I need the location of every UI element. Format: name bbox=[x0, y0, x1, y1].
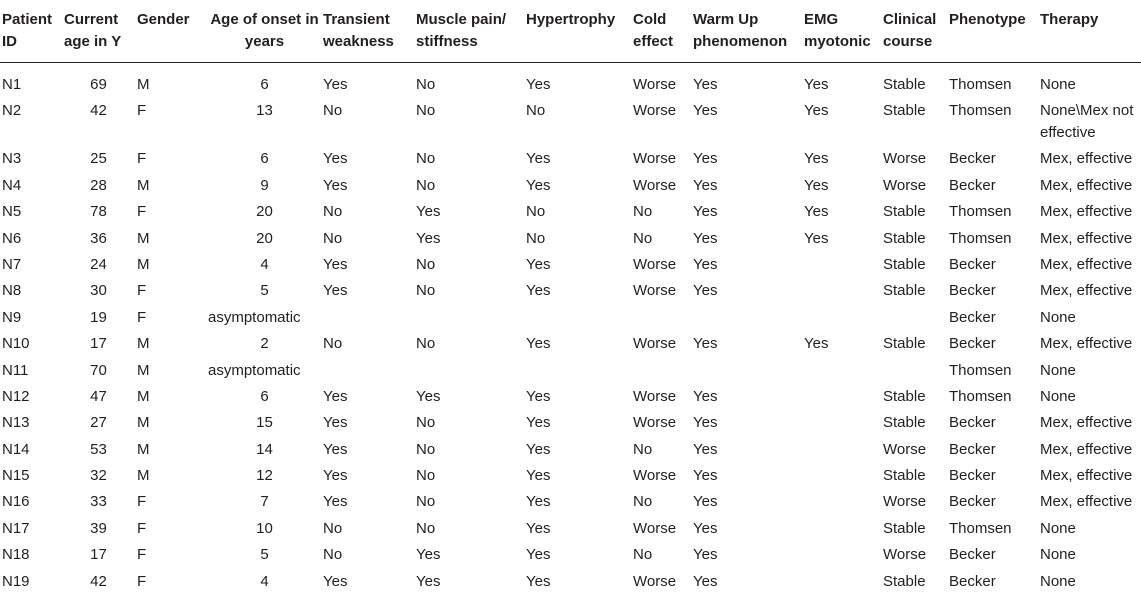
cell-emg-myotonic: Yes bbox=[804, 331, 883, 357]
cell-hypertrophy: Yes bbox=[526, 384, 633, 410]
cell-gender: M bbox=[137, 463, 206, 489]
cell-hypertrophy bbox=[526, 305, 633, 331]
cell-phenotype: Thomsen bbox=[949, 516, 1040, 542]
cell-therapy: Mex, effective bbox=[1040, 199, 1141, 225]
cell-patient-id: N9 bbox=[0, 305, 60, 331]
header-patient-id: Patient ID bbox=[0, 0, 60, 63]
table-row bbox=[0, 516, 1141, 542]
cell-age-of-onset: 5 bbox=[206, 542, 323, 568]
cell-transient-weakness: No bbox=[323, 199, 416, 225]
cell-cold-effect bbox=[633, 358, 693, 384]
cell-warm-up: Yes bbox=[693, 463, 804, 489]
cell-therapy: Mex, effective bbox=[1040, 252, 1141, 278]
cell-muscle-pain: No bbox=[416, 98, 526, 146]
cell-age-of-onset: 5 bbox=[206, 278, 323, 304]
cell-phenotype: Becker bbox=[949, 305, 1040, 331]
cell-therapy: None bbox=[1040, 63, 1141, 99]
cell-hypertrophy: Yes bbox=[526, 410, 633, 436]
cell-patient-id: N13 bbox=[0, 410, 60, 436]
cell-gender: F bbox=[137, 278, 206, 304]
table-row bbox=[0, 173, 1141, 199]
cell-age-of-onset: 20 bbox=[206, 226, 323, 252]
header-gender: Gender bbox=[137, 0, 206, 63]
cell-cold-effect: Worse bbox=[633, 173, 693, 199]
cell-muscle-pain: Yes bbox=[416, 569, 526, 595]
header-clinical-course: Clinical course bbox=[883, 0, 949, 63]
header-emg-myotonic: EMG myotonic bbox=[804, 0, 883, 63]
cell-hypertrophy: Yes bbox=[526, 542, 633, 568]
cell-age-of-onset: 20 bbox=[206, 199, 323, 225]
cell-clinical-course: Stable bbox=[883, 199, 949, 225]
cell-emg-myotonic bbox=[804, 489, 883, 515]
cell-phenotype: Becker bbox=[949, 542, 1040, 568]
cell-hypertrophy: Yes bbox=[526, 146, 633, 172]
cell-age-of-onset: 6 bbox=[206, 146, 323, 172]
table-row bbox=[0, 331, 1141, 357]
cell-hypertrophy: Yes bbox=[526, 437, 633, 463]
cell-emg-myotonic: Yes bbox=[804, 63, 883, 99]
cell-warm-up: Yes bbox=[693, 98, 804, 146]
cell-clinical-course: Worse bbox=[883, 437, 949, 463]
cell-therapy: Mex, effective bbox=[1040, 463, 1141, 489]
table-row bbox=[0, 384, 1141, 410]
cell-patient-id: N2 bbox=[0, 98, 60, 146]
cell-muscle-pain: No bbox=[416, 463, 526, 489]
cell-phenotype: Becker bbox=[949, 463, 1040, 489]
cell-muscle-pain: Yes bbox=[416, 384, 526, 410]
cell-warm-up: Yes bbox=[693, 331, 804, 357]
cell-clinical-course: Stable bbox=[883, 331, 949, 357]
cell-cold-effect: No bbox=[633, 199, 693, 225]
cell-emg-myotonic: Yes bbox=[804, 199, 883, 225]
header-cold-effect: Cold effect bbox=[633, 0, 693, 63]
cell-warm-up: Yes bbox=[693, 542, 804, 568]
cell-patient-id: N17 bbox=[0, 516, 60, 542]
cell-cold-effect: Worse bbox=[633, 252, 693, 278]
cell-hypertrophy bbox=[526, 358, 633, 384]
cell-cold-effect: No bbox=[633, 542, 693, 568]
cell-therapy: None bbox=[1040, 516, 1141, 542]
cell-transient-weakness: Yes bbox=[323, 278, 416, 304]
cell-warm-up: Yes bbox=[693, 489, 804, 515]
cell-current-age: 17 bbox=[60, 542, 137, 568]
table-row bbox=[0, 569, 1141, 595]
cell-gender: M bbox=[137, 226, 206, 252]
cell-gender: F bbox=[137, 569, 206, 595]
cell-emg-myotonic: Yes bbox=[804, 146, 883, 172]
cell-current-age: 24 bbox=[60, 252, 137, 278]
cell-patient-id: N11 bbox=[0, 358, 60, 384]
cell-emg-myotonic bbox=[804, 569, 883, 595]
cell-warm-up: Yes bbox=[693, 569, 804, 595]
cell-emg-myotonic: Yes bbox=[804, 226, 883, 252]
cell-muscle-pain: No bbox=[416, 146, 526, 172]
cell-clinical-course: Worse bbox=[883, 146, 949, 172]
cell-phenotype: Becker bbox=[949, 489, 1040, 515]
cell-muscle-pain: No bbox=[416, 516, 526, 542]
table-row bbox=[0, 437, 1141, 463]
cell-hypertrophy: Yes bbox=[526, 252, 633, 278]
cell-emg-myotonic bbox=[804, 305, 883, 331]
cell-clinical-course: Stable bbox=[883, 410, 949, 436]
cell-patient-id: N18 bbox=[0, 542, 60, 568]
header-row bbox=[0, 0, 1141, 63]
cell-cold-effect: No bbox=[633, 437, 693, 463]
cell-current-age: 32 bbox=[60, 463, 137, 489]
cell-clinical-course bbox=[883, 305, 949, 331]
cell-transient-weakness: Yes bbox=[323, 63, 416, 99]
cell-clinical-course bbox=[883, 358, 949, 384]
cell-transient-weakness: Yes bbox=[323, 489, 416, 515]
cell-gender: F bbox=[137, 516, 206, 542]
cell-hypertrophy: Yes bbox=[526, 331, 633, 357]
cell-patient-id: N14 bbox=[0, 437, 60, 463]
cell-phenotype: Becker bbox=[949, 278, 1040, 304]
cell-patient-id: N1 bbox=[0, 63, 60, 99]
cell-phenotype: Becker bbox=[949, 437, 1040, 463]
cell-therapy: Mex, effective bbox=[1040, 331, 1141, 357]
cell-clinical-course: Stable bbox=[883, 278, 949, 304]
cell-clinical-course: Worse bbox=[883, 542, 949, 568]
cell-gender: M bbox=[137, 252, 206, 278]
cell-phenotype: Thomsen bbox=[949, 358, 1040, 384]
header-age-of-onset: Age of onset in years bbox=[206, 0, 323, 63]
cell-transient-weakness: Yes bbox=[323, 569, 416, 595]
cell-hypertrophy: Yes bbox=[526, 463, 633, 489]
cell-hypertrophy: Yes bbox=[526, 173, 633, 199]
cell-cold-effect: Worse bbox=[633, 384, 693, 410]
cell-current-age: 28 bbox=[60, 173, 137, 199]
header-transient-weakness: Transient weakness bbox=[323, 0, 416, 63]
cell-cold-effect: Worse bbox=[633, 463, 693, 489]
cell-warm-up: Yes bbox=[693, 146, 804, 172]
cell-muscle-pain: No bbox=[416, 278, 526, 304]
cell-muscle-pain: No bbox=[416, 63, 526, 99]
cell-emg-myotonic bbox=[804, 437, 883, 463]
cell-phenotype: Becker bbox=[949, 252, 1040, 278]
cell-cold-effect: Worse bbox=[633, 63, 693, 99]
cell-muscle-pain: No bbox=[416, 410, 526, 436]
cell-current-age: 17 bbox=[60, 331, 137, 357]
cell-current-age: 42 bbox=[60, 569, 137, 595]
cell-cold-effect: Worse bbox=[633, 146, 693, 172]
cell-therapy: Mex, effective bbox=[1040, 226, 1141, 252]
cell-transient-weakness: Yes bbox=[323, 252, 416, 278]
cell-current-age: 78 bbox=[60, 199, 137, 225]
cell-transient-weakness: No bbox=[323, 98, 416, 146]
header-hypertrophy: Hypertrophy bbox=[526, 0, 633, 63]
cell-patient-id: N6 bbox=[0, 226, 60, 252]
cell-clinical-course: Stable bbox=[883, 63, 949, 99]
cell-cold-effect: Worse bbox=[633, 569, 693, 595]
cell-gender: F bbox=[137, 305, 206, 331]
cell-emg-myotonic: Yes bbox=[804, 98, 883, 146]
cell-cold-effect: No bbox=[633, 226, 693, 252]
table-row bbox=[0, 463, 1141, 489]
cell-emg-myotonic bbox=[804, 358, 883, 384]
cell-cold-effect: Worse bbox=[633, 278, 693, 304]
cell-muscle-pain: No bbox=[416, 437, 526, 463]
cell-age-of-onset: asymptomatic bbox=[206, 358, 323, 384]
table-row bbox=[0, 305, 1141, 331]
cell-age-of-onset: 2 bbox=[206, 331, 323, 357]
header-warm-up: Warm Up phenomenon bbox=[693, 0, 804, 63]
cell-phenotype: Thomsen bbox=[949, 199, 1040, 225]
table-row bbox=[0, 542, 1141, 568]
cell-clinical-course: Stable bbox=[883, 569, 949, 595]
cell-muscle-pain: No bbox=[416, 331, 526, 357]
cell-muscle-pain: No bbox=[416, 252, 526, 278]
cell-emg-myotonic bbox=[804, 542, 883, 568]
cell-patient-id: N7 bbox=[0, 252, 60, 278]
cell-transient-weakness: Yes bbox=[323, 384, 416, 410]
cell-transient-weakness: Yes bbox=[323, 437, 416, 463]
table-row bbox=[0, 489, 1141, 515]
cell-patient-id: N4 bbox=[0, 173, 60, 199]
cell-age-of-onset: 9 bbox=[206, 173, 323, 199]
cell-age-of-onset: 13 bbox=[206, 98, 323, 146]
cell-clinical-course: Stable bbox=[883, 516, 949, 542]
cell-gender: M bbox=[137, 410, 206, 436]
cell-therapy: Mex, effective bbox=[1040, 437, 1141, 463]
cell-warm-up: Yes bbox=[693, 384, 804, 410]
cell-hypertrophy: Yes bbox=[526, 63, 633, 99]
cell-warm-up bbox=[693, 358, 804, 384]
cell-emg-myotonic bbox=[804, 384, 883, 410]
cell-cold-effect: Worse bbox=[633, 516, 693, 542]
cell-hypertrophy: Yes bbox=[526, 278, 633, 304]
cell-gender: M bbox=[137, 384, 206, 410]
cell-transient-weakness: No bbox=[323, 331, 416, 357]
cell-transient-weakness bbox=[323, 358, 416, 384]
cell-transient-weakness: No bbox=[323, 226, 416, 252]
cell-therapy: Mex, effective bbox=[1040, 489, 1141, 515]
cell-gender: F bbox=[137, 542, 206, 568]
cell-phenotype: Thomsen bbox=[949, 98, 1040, 146]
cell-emg-myotonic bbox=[804, 410, 883, 436]
cell-age-of-onset: 4 bbox=[206, 569, 323, 595]
cell-age-of-onset: 4 bbox=[206, 252, 323, 278]
cell-gender: F bbox=[137, 199, 206, 225]
cell-phenotype: Becker bbox=[949, 410, 1040, 436]
cell-current-age: 30 bbox=[60, 278, 137, 304]
cell-therapy: None bbox=[1040, 569, 1141, 595]
cell-clinical-course: Stable bbox=[883, 226, 949, 252]
cell-gender: M bbox=[137, 331, 206, 357]
cell-hypertrophy: Yes bbox=[526, 516, 633, 542]
cell-phenotype: Becker bbox=[949, 331, 1040, 357]
table-row bbox=[0, 63, 1141, 99]
cell-gender: M bbox=[137, 63, 206, 99]
cell-transient-weakness: Yes bbox=[323, 173, 416, 199]
cell-patient-id: N15 bbox=[0, 463, 60, 489]
cell-transient-weakness: No bbox=[323, 542, 416, 568]
cell-patient-id: N5 bbox=[0, 199, 60, 225]
cell-clinical-course: Worse bbox=[883, 173, 949, 199]
cell-current-age: 70 bbox=[60, 358, 137, 384]
cell-warm-up: Yes bbox=[693, 278, 804, 304]
cell-age-of-onset: 10 bbox=[206, 516, 323, 542]
cell-age-of-onset: 12 bbox=[206, 463, 323, 489]
table-row bbox=[0, 278, 1141, 304]
cell-therapy: None bbox=[1040, 305, 1141, 331]
cell-hypertrophy: No bbox=[526, 199, 633, 225]
cell-patient-id: N3 bbox=[0, 146, 60, 172]
cell-phenotype: Thomsen bbox=[949, 63, 1040, 99]
cell-gender: M bbox=[137, 358, 206, 384]
cell-emg-myotonic bbox=[804, 516, 883, 542]
cell-patient-id: N10 bbox=[0, 331, 60, 357]
cell-emg-myotonic bbox=[804, 463, 883, 489]
cell-muscle-pain: Yes bbox=[416, 226, 526, 252]
cell-muscle-pain: Yes bbox=[416, 199, 526, 225]
cell-hypertrophy: No bbox=[526, 98, 633, 146]
cell-age-of-onset: 6 bbox=[206, 63, 323, 99]
cell-therapy: None bbox=[1040, 358, 1141, 384]
cell-current-age: 47 bbox=[60, 384, 137, 410]
cell-patient-id: N8 bbox=[0, 278, 60, 304]
cell-therapy: Mex, effective bbox=[1040, 278, 1141, 304]
cell-cold-effect: Worse bbox=[633, 410, 693, 436]
cell-cold-effect: Worse bbox=[633, 98, 693, 146]
cell-patient-id: N12 bbox=[0, 384, 60, 410]
cell-warm-up: Yes bbox=[693, 199, 804, 225]
cell-gender: F bbox=[137, 489, 206, 515]
header-phenotype: Phenotype bbox=[949, 0, 1040, 63]
cell-muscle-pain bbox=[416, 305, 526, 331]
cell-therapy: Mex, effective bbox=[1040, 146, 1141, 172]
cell-gender: F bbox=[137, 98, 206, 146]
table-row bbox=[0, 410, 1141, 436]
cell-current-age: 27 bbox=[60, 410, 137, 436]
cell-warm-up: Yes bbox=[693, 437, 804, 463]
cell-age-of-onset: 6 bbox=[206, 384, 323, 410]
cell-warm-up: Yes bbox=[693, 252, 804, 278]
cell-patient-id: N19 bbox=[0, 569, 60, 595]
table-row bbox=[0, 252, 1141, 278]
header-current-age: Current age in Y bbox=[60, 0, 137, 63]
cell-age-of-onset: asymptomatic bbox=[206, 305, 323, 331]
header-therapy: Therapy bbox=[1040, 0, 1141, 63]
cell-age-of-onset: 14 bbox=[206, 437, 323, 463]
cell-emg-myotonic: Yes bbox=[804, 173, 883, 199]
cell-gender: M bbox=[137, 173, 206, 199]
table-row bbox=[0, 199, 1141, 225]
cell-transient-weakness: No bbox=[323, 516, 416, 542]
cell-clinical-course: Worse bbox=[883, 489, 949, 515]
cell-hypertrophy: Yes bbox=[526, 569, 633, 595]
cell-cold-effect: No bbox=[633, 489, 693, 515]
cell-gender: M bbox=[137, 437, 206, 463]
table-row bbox=[0, 226, 1141, 252]
table-row bbox=[0, 146, 1141, 172]
cell-therapy: None bbox=[1040, 384, 1141, 410]
cell-emg-myotonic bbox=[804, 278, 883, 304]
cell-transient-weakness bbox=[323, 305, 416, 331]
cell-clinical-course: Stable bbox=[883, 98, 949, 146]
cell-therapy: Mex, effective bbox=[1040, 410, 1141, 436]
cell-current-age: 53 bbox=[60, 437, 137, 463]
cell-transient-weakness: Yes bbox=[323, 463, 416, 489]
cell-phenotype: Becker bbox=[949, 173, 1040, 199]
cell-patient-id: N16 bbox=[0, 489, 60, 515]
cell-warm-up bbox=[693, 305, 804, 331]
cell-therapy: None\Mex not effective bbox=[1040, 98, 1141, 146]
cell-current-age: 69 bbox=[60, 63, 137, 99]
cell-therapy: Mex, effective bbox=[1040, 173, 1141, 199]
cell-phenotype: Becker bbox=[949, 569, 1040, 595]
cell-phenotype: Thomsen bbox=[949, 384, 1040, 410]
cell-warm-up: Yes bbox=[693, 173, 804, 199]
cell-current-age: 33 bbox=[60, 489, 137, 515]
cell-phenotype: Thomsen bbox=[949, 226, 1040, 252]
cell-phenotype: Becker bbox=[949, 146, 1040, 172]
table-row bbox=[0, 358, 1141, 384]
cell-cold-effect bbox=[633, 305, 693, 331]
cell-transient-weakness: Yes bbox=[323, 410, 416, 436]
cell-muscle-pain: Yes bbox=[416, 542, 526, 568]
header-muscle-pain: Muscle pain/ stiffness bbox=[416, 0, 526, 63]
cell-muscle-pain: No bbox=[416, 489, 526, 515]
cell-current-age: 25 bbox=[60, 146, 137, 172]
cell-warm-up: Yes bbox=[693, 226, 804, 252]
cell-age-of-onset: 15 bbox=[206, 410, 323, 436]
cell-transient-weakness: Yes bbox=[323, 146, 416, 172]
table-body bbox=[0, 63, 1141, 595]
cell-muscle-pain: No bbox=[416, 173, 526, 199]
cell-warm-up: Yes bbox=[693, 410, 804, 436]
cell-therapy: None bbox=[1040, 542, 1141, 568]
cell-age-of-onset: 7 bbox=[206, 489, 323, 515]
cell-current-age: 39 bbox=[60, 516, 137, 542]
cell-hypertrophy: Yes bbox=[526, 489, 633, 515]
cell-cold-effect: Worse bbox=[633, 331, 693, 357]
cell-current-age: 19 bbox=[60, 305, 137, 331]
cell-clinical-course: Stable bbox=[883, 252, 949, 278]
cell-current-age: 36 bbox=[60, 226, 137, 252]
cell-emg-myotonic bbox=[804, 252, 883, 278]
cell-warm-up: Yes bbox=[693, 516, 804, 542]
cell-clinical-course: Stable bbox=[883, 384, 949, 410]
cell-gender: F bbox=[137, 146, 206, 172]
cell-warm-up: Yes bbox=[693, 63, 804, 99]
cell-hypertrophy: No bbox=[526, 226, 633, 252]
cell-muscle-pain bbox=[416, 358, 526, 384]
table-row bbox=[0, 98, 1141, 146]
cell-clinical-course: Stable bbox=[883, 463, 949, 489]
cell-current-age: 42 bbox=[60, 98, 137, 146]
